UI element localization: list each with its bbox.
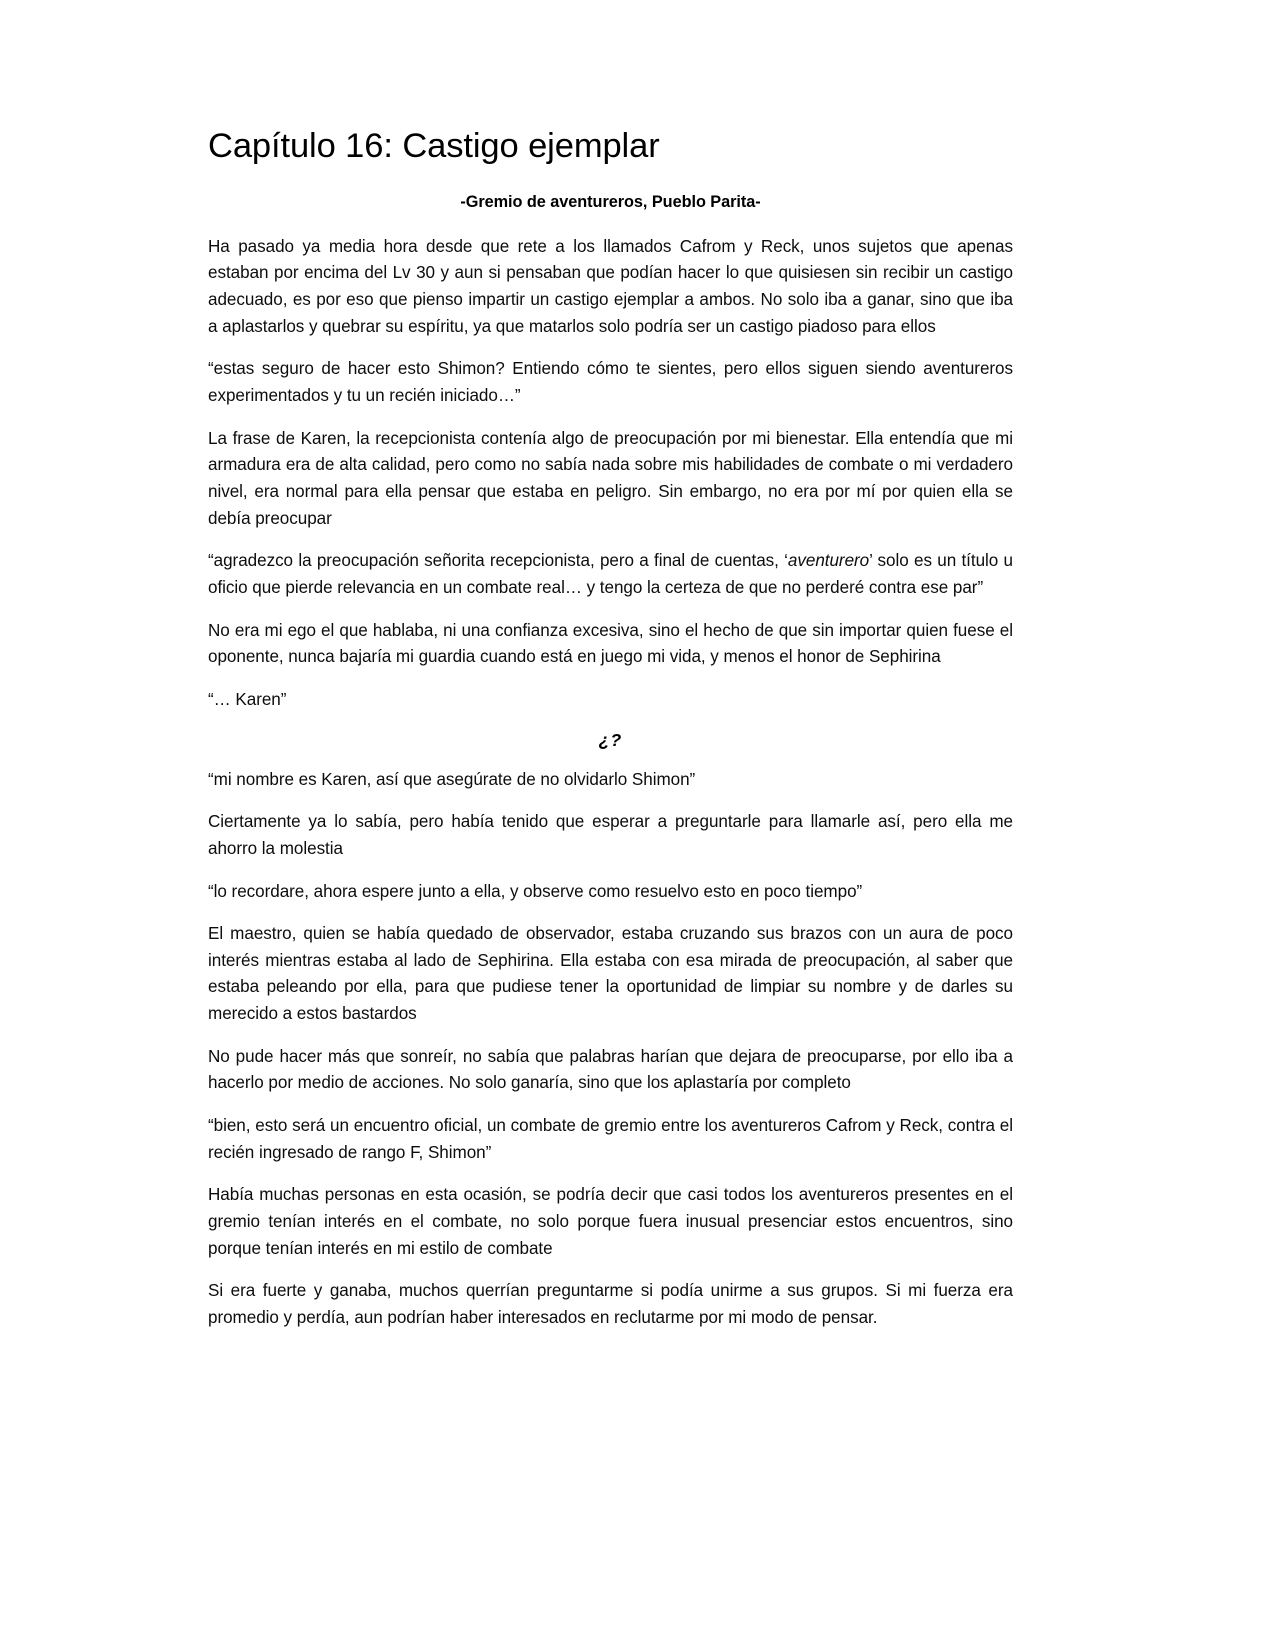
- emphasized-word: aventurero: [787, 551, 870, 571]
- paragraph-dialogue: “estas seguro de hacer esto Shimon? Entiendo cómo te sientes, pero ellos siguen siendo aventureros experimentados y tu un recién iniciado…”: [208, 359, 1013, 405]
- paragraph: La frase de Karen, la recepcionista contenía algo de preocupación por mi bienestar. Ella entendía que mi armadura era de alta calidad, pero como no sabía nada sobre mis habilidades de combate o mi verdadero nivel, era normal para ella pensar que estaba en peligro. Sin embargo, no era por mí por quien ella se debía preocupar: [208, 428, 1013, 528]
- paragraph-dialogue: “lo recordare, ahora espere junto a ella, y observe como resuelvo esto en poco tiempo”: [208, 881, 863, 901]
- paragraph: No pude hacer más que sonreír, no sabía que palabras harían que dejara de preocuparse, por ello iba a hacerlo por medio de acciones. No solo ganaría, sino que los aplastaría por completo: [208, 1046, 1013, 1093]
- paragraph-segment: ’ solo es un título u oficio que pierde relevancia en un combate real… y tengo la certeza de que no perderé contra ese par”: [208, 551, 1013, 597]
- paragraph-dialogue: “mi nombre es Karen, así que asegúrate de no olvidarlo Shimon”: [208, 769, 696, 789]
- paragraph-dialogue: “… Karen”: [208, 689, 287, 709]
- scene-subtitle: -Gremio de aventureros, Pueblo Parita-: [460, 192, 761, 211]
- paragraph-dialogue: [208, 548, 1013, 601]
- interjection-mark: ¿?: [598, 729, 623, 750]
- paragraph: Si era fuerte y ganaba, muchos querrían preguntarme si podía unirme a sus grupos. Si mi fuerza era promedio y perdía, aun podrían haber interesados en reclutarme por mi modo de pensar.: [208, 1281, 1013, 1328]
- paragraph-segment: “agradezco la preocupación señorita recepcionista, pero a final de cuentas, ‘: [208, 551, 788, 571]
- page-title: Capítulo 16: Castigo ejemplar: [208, 127, 660, 165]
- paragraph: Había muchas personas en esta ocasión, se podría decir que casi todos los aventureros presentes en el gremio tenían interés en el combate, no solo porque fuera inusual presenciar estos encuentros, sino porque tenían interés en mi estilo de combate: [208, 1185, 1013, 1258]
- paragraph: Ciertamente ya lo sabía, pero había tenido que esperar a preguntarle para llamarle así, pero ella me ahorro la molestia: [208, 812, 1013, 858]
- paragraph: El maestro, quien se había quedado de observador, estaba cruzando sus brazos con un aura de poco interés mientras estaba al lado de Sephirina. Ella estaba con esa mirada de preocupación, al saber que estaba peleando por ella, para que pudiese tener la oportunidad de limpiar su nombre y de darles su merecido a estos bastardos: [208, 924, 1013, 1024]
- document-body: [208, 126, 1013, 1332]
- paragraph: No era mi ego el que hablaba, ni una confianza excesiva, sino el hecho de que sin importar quien fuese el oponente, nunca bajaría mi guardia cuando está en juego mi vida, y menos el honor de Sephirina: [208, 620, 1013, 667]
- paragraph: Ha pasado ya media hora desde que rete a los llamados Cafrom y Reck, unos sujetos que apenas estaban por encima del Lv 30 y aun si pensaban que podían hacer lo que quisiesen sin recibir un castigo adecuado, es por eso que pienso impartir un castigo ejemplar a ambos. No solo iba a ganar, sino que iba a aplastarlos y quebrar su espíritu, ya que matarlos solo podría ser un castigo piadoso para ellos: [208, 236, 1013, 336]
- paragraph-dialogue: “bien, esto será un encuentro oficial, un combate de gremio entre los aventureros Cafrom y Reck, contra el recién ingresado de rango F, Shimon”: [208, 1116, 1013, 1162]
